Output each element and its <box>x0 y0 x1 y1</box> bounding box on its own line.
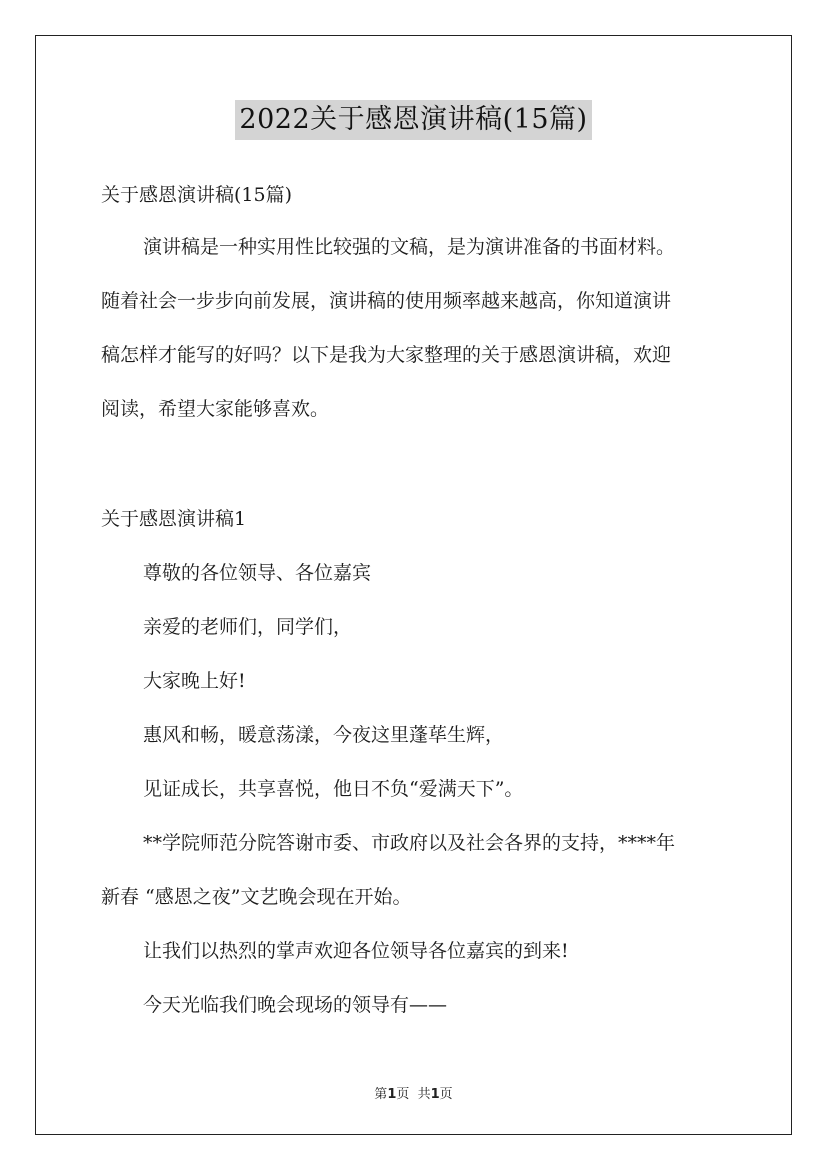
footer-page-prefix: 第 <box>374 1087 388 1102</box>
body-line-9: 今天光临我们晚会现场的领导有—— <box>143 994 448 1016</box>
footer-page-total: 1 <box>430 1087 440 1102</box>
footer-page-mid: 页 共 <box>396 1087 431 1102</box>
section-heading: 关于感恩演讲稿1 <box>101 508 247 530</box>
body-line-1: 尊敬的各位领导、各位嘉宾 <box>143 562 372 584</box>
title-container <box>0 100 827 140</box>
document-subtitle: 关于感恩演讲稿(15篇) <box>101 184 293 206</box>
intro-line-4: 阅读，希望大家能够喜欢。 <box>101 398 330 420</box>
body-line-2: 亲爱的老师们，同学们， <box>143 616 353 638</box>
intro-line-2: 随着社会一步步向前发展，演讲稿的使用频率越来越高，你知道演讲 <box>101 290 672 312</box>
body-line-4: 惠风和畅，暖意荡漾，今夜这里蓬荜生辉， <box>143 724 505 746</box>
body-line-6: **学院师范分院答谢市委、市政府以及社会各界的支持，****年 <box>143 832 676 854</box>
body-line-7: 新春 “感恩之夜”文艺晚会现在开始。 <box>101 886 412 908</box>
intro-line-1: 演讲稿是一种实用性比较强的文稿，是为演讲准备的书面材料。 <box>143 236 676 258</box>
footer-page-number: 1 <box>387 1087 397 1102</box>
page-footer <box>0 1083 827 1102</box>
body-line-5: 见证成长，共享喜悦，他日不负“爱满天下”。 <box>143 778 524 800</box>
document-title: 2022关于感恩演讲稿(15篇) <box>235 100 591 140</box>
intro-line-3: 稿怎样才能写的好吗？以下是我为大家整理的关于感恩演讲稿，欢迎 <box>101 344 672 366</box>
body-line-3: 大家晚上好! <box>143 670 246 692</box>
body-line-8: 让我们以热烈的掌声欢迎各位领导各位嘉宾的到来! <box>143 940 569 962</box>
footer-page-suffix: 页 <box>439 1087 453 1102</box>
